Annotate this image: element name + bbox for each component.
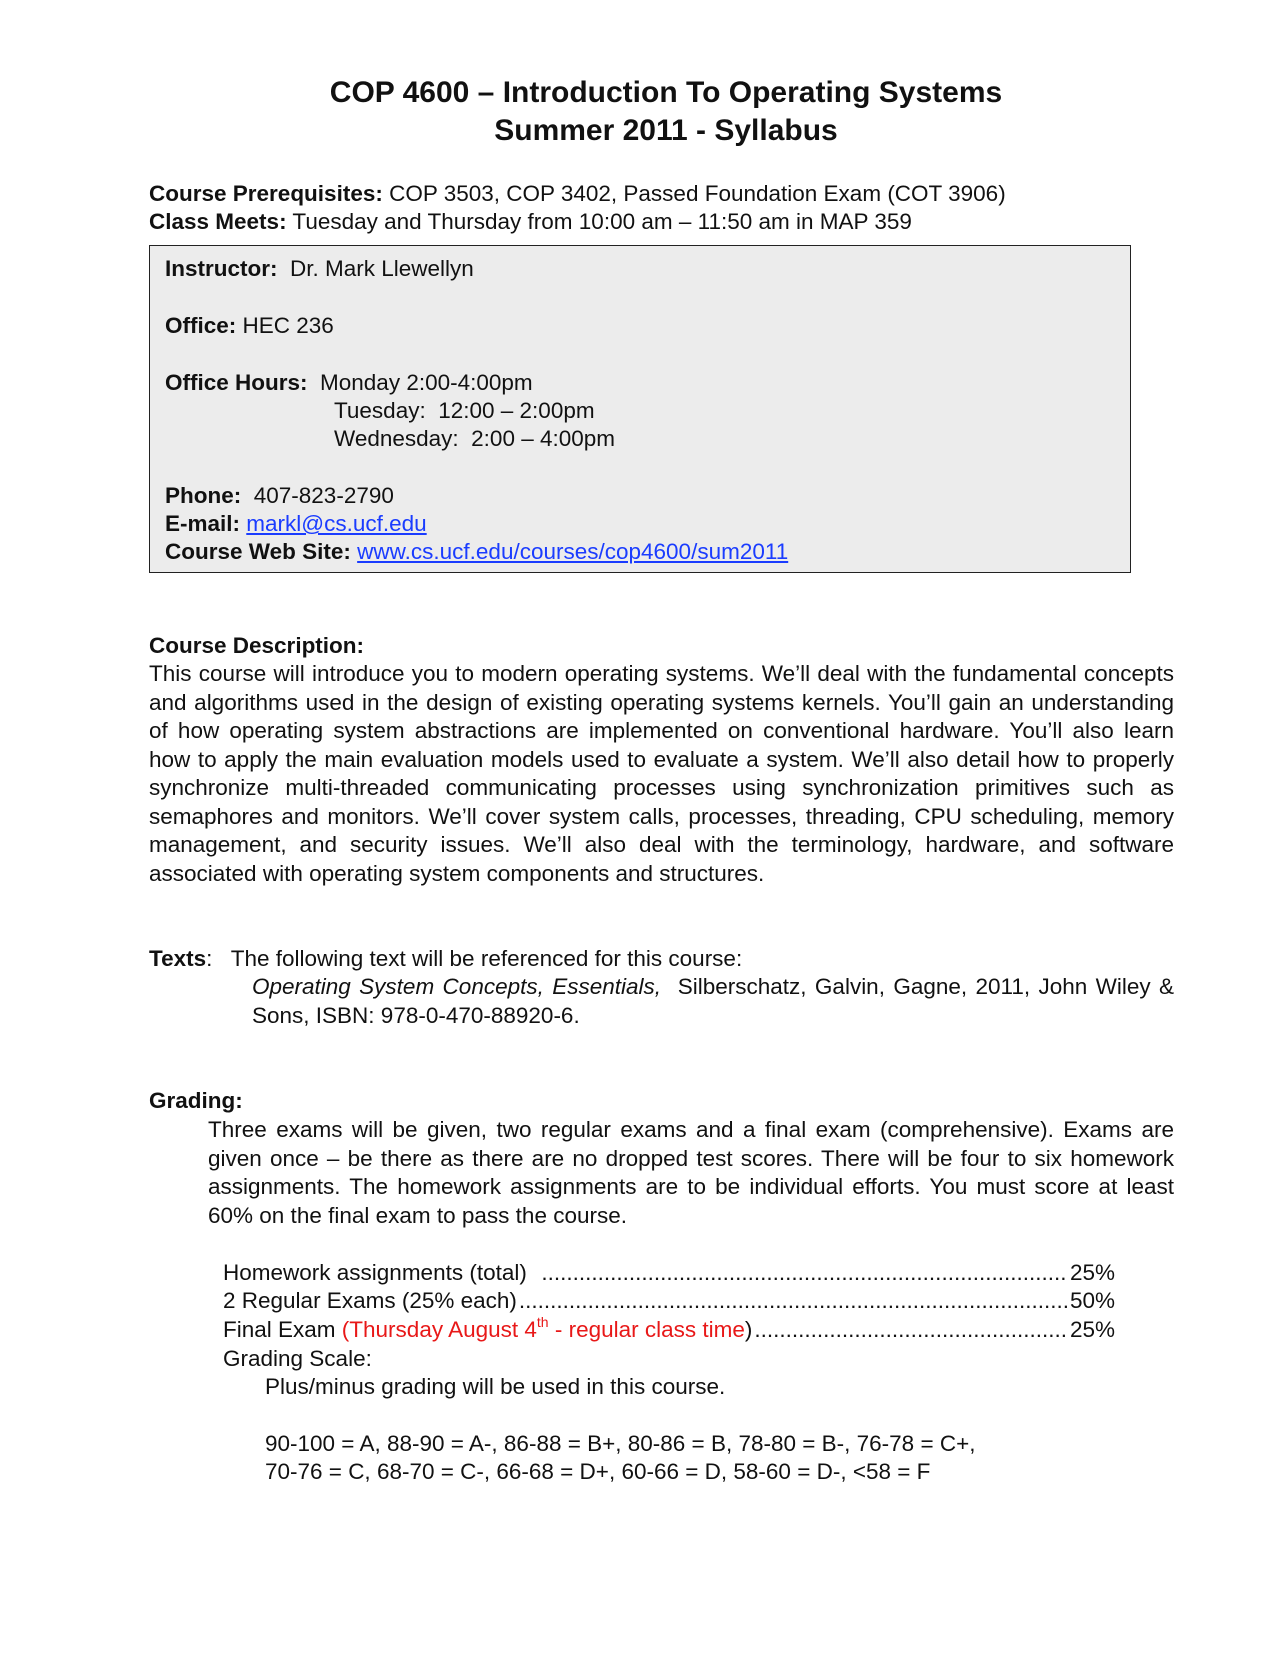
office-value: HEC 236: [236, 313, 334, 338]
prerequisites-label: Course Prerequisites:: [149, 181, 383, 206]
grade-item-homework: [223, 1259, 1115, 1288]
dot-leader: [519, 1287, 1068, 1316]
grade-item-percent: 25%: [1069, 1260, 1115, 1285]
final-exam-date-sup: th: [536, 1313, 549, 1330]
office-label: Office:: [165, 313, 237, 338]
office-hours-monday: Monday 2:00-4:00pm: [307, 370, 533, 395]
grade-item-regular-exams: [223, 1287, 1115, 1316]
class-meets-line: [149, 208, 912, 237]
class-meets-value: Tuesday and Thursday from 10:00 am – 11:50 am in MAP 359: [286, 209, 912, 234]
grading-scale-line-1: 90-100 = A, 88-90 = A-, 86-88 = B+, 80-86 = B, 78-80 = B-, 76-78 = C+,: [265, 1431, 976, 1456]
prerequisites-line: [149, 180, 1006, 209]
prerequisites-value: COP 3503, COP 3402, Passed Foundation Exam (COT 3906): [382, 181, 1006, 206]
grade-item-percent: 50%: [1069, 1288, 1115, 1313]
office-line: [165, 312, 334, 341]
class-meets-label: Class Meets:: [149, 209, 287, 234]
textbook-details: Silberschatz, Galvin, Gagne, 2011, John Wiley & Sons, ISBN: 978-0-470-88920-6.: [252, 974, 1181, 1028]
grading-body: Three exams will be given, two regular exams and a final exam (comprehensive). Exams are given once – be there as there are no dropped test scores. There will be four to six homework assignments. The homework assignments are to be individual efforts. You must score at least 60% on the final exam to pass the course.: [208, 1117, 1174, 1228]
email-line: [165, 510, 427, 539]
page-subtitle: Summer 2011 - Syllabus: [494, 114, 838, 147]
grade-item-label: 2 Regular Exams (25% each): [223, 1288, 517, 1313]
course-description-body: This course will introduce you to modern operating systems. We’ll deal with the fundamental concepts and algorithms used in the design of existing operating systems kernels. You’ll gain an understanding of how operating system abstractions are implemented on conventional hardware. You’ll also learn how to apply the main evaluation models used to evaluate a system. We’ll also detail how to properly synchronize multi-threaded communicating processes using synchronization primitives such as semaphores and monitors. We’ll cover system calls, processes, threading, CPU scheduling, memory management, and security issues. We’ll also deal with the terminology, hardware, and software associated with operating system components and structures.: [149, 661, 1174, 886]
texts-label: Texts: [149, 946, 207, 971]
email-link[interactable]: markl@cs.ucf.edu: [246, 511, 427, 536]
grade-item-percent: 25%: [1069, 1317, 1115, 1342]
instructor-line: [165, 255, 474, 284]
final-exam-date: [341, 1313, 745, 1342]
phone-label: Phone:: [165, 483, 242, 508]
instructor-info-box: [149, 245, 1131, 573]
dot-leader: [754, 1316, 1068, 1345]
grading-scale-note: Plus/minus grading will be used in this course.: [265, 1374, 726, 1399]
texts-intro: : The following text will be referenced for this course:: [206, 946, 743, 971]
grading-scale-line-2: 70-76 = C, 68-70 = C-, 66-68 = D+, 60-66 = D, 58-60 = D-, <58 = F: [265, 1459, 931, 1484]
texts-line: [149, 945, 742, 974]
email-label: E-mail:: [165, 511, 241, 536]
office-hours-label: Office Hours:: [165, 370, 308, 395]
office-hours-wednesday: Wednesday: 2:00 – 4:00pm: [334, 426, 616, 451]
textbook-reference: [252, 973, 1181, 1030]
grade-item-label: [223, 1313, 753, 1345]
final-exam-date-a: (Thursday August 4: [341, 1317, 537, 1342]
website-link[interactable]: www.cs.ucf.edu/courses/cop4600/sum2011: [357, 539, 789, 564]
final-exam-prefix: Final Exam: [223, 1317, 342, 1342]
phone-line: [165, 482, 394, 511]
grade-item-final-exam: [223, 1313, 1115, 1345]
instructor-label: Instructor:: [165, 256, 278, 281]
grading-heading: Grading:: [149, 1088, 243, 1113]
grading-scale-heading: Grading Scale:: [223, 1346, 372, 1371]
course-description-heading: Course Description:: [149, 633, 365, 658]
final-exam-date-b: - regular class time: [548, 1317, 745, 1342]
instructor-value: Dr. Mark Llewellyn: [277, 256, 474, 281]
website-label: Course Web Site:: [165, 539, 351, 564]
textbook-title: Operating System Concepts, Essentials,: [252, 974, 662, 999]
website-line: [165, 538, 788, 567]
final-exam-suffix: ): [744, 1317, 753, 1342]
grade-item-label: Homework assignments (total): [223, 1260, 540, 1285]
dot-leader: [541, 1259, 1068, 1288]
office-hours-tuesday: Tuesday: 12:00 – 2:00pm: [334, 398, 595, 423]
office-hours-line: [165, 369, 533, 398]
page-title: COP 4600 – Introduction To Operating Systems: [329, 76, 1003, 109]
phone-value: 407-823-2790: [241, 483, 394, 508]
